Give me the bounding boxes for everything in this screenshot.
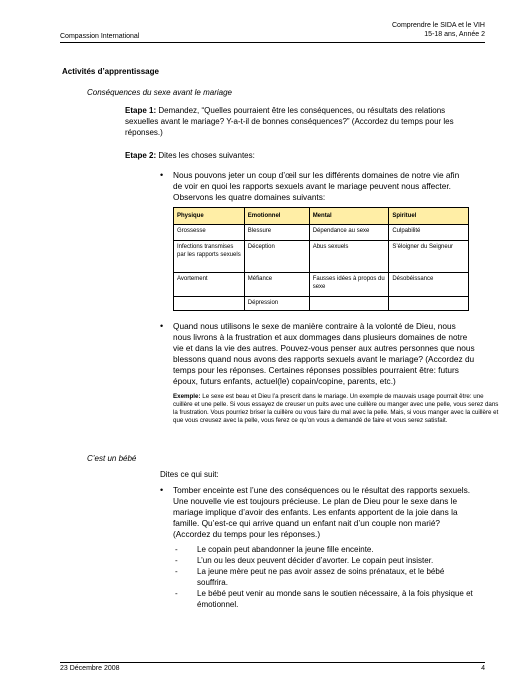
bullet3-line: Une nouvelle vie est toujours précieuse. Le plan de Dieu pour le sexe dans le bbox=[173, 496, 458, 506]
section-title: Activités d’apprentissage bbox=[62, 67, 159, 76]
table-cell: Désobéissance bbox=[389, 273, 469, 297]
header-course-title bbox=[392, 21, 485, 39]
step2-text: Dites les choses suivantes: bbox=[158, 151, 255, 160]
instruction-say: Dites ce qui suit: bbox=[160, 470, 219, 479]
list-item-line: souffrira. bbox=[197, 578, 228, 587]
step1-line bbox=[125, 105, 510, 116]
list-item bbox=[175, 544, 505, 555]
table-cell bbox=[174, 297, 245, 311]
table-header-cell: Physique bbox=[174, 208, 245, 225]
header-organization: Compassion International bbox=[60, 33, 140, 40]
footer-divider bbox=[60, 662, 485, 663]
table-header-cell: Mental bbox=[309, 208, 389, 225]
table-cell: Dépression bbox=[244, 297, 309, 311]
table-row bbox=[174, 225, 469, 241]
list-item-line: émotionnel. bbox=[197, 600, 239, 609]
list-item-text bbox=[197, 544, 374, 555]
table-cell bbox=[389, 297, 469, 311]
bullet2-line: temps pour les réponses. Certaines réponses possibles pourraient être: futurs bbox=[173, 365, 459, 375]
bullet2-line: Quand nous utilisons le sexe de manière contraire à la volonté de Dieu, nous bbox=[173, 321, 456, 331]
bullet-icon: • bbox=[160, 485, 164, 495]
bullet3-line: mariage implique d’avoir des enfants. Les enfants apportent de la joie dans la bbox=[173, 507, 458, 517]
table-cell: Culpabilité bbox=[389, 225, 469, 241]
step2-label: Etape 2: bbox=[125, 151, 157, 160]
table-row bbox=[174, 273, 469, 297]
list-item bbox=[175, 566, 505, 588]
list-item-line: Le bébé peut venir au monde sans le soutien nécessaire, à la fois physique et bbox=[197, 589, 473, 598]
bullet-icon: • bbox=[160, 321, 164, 331]
bullet3-line: (Accordez du temps pour les réponses.) bbox=[173, 529, 321, 539]
list-item-line: Le copain peut abandonner la jeune fille enceinte. bbox=[197, 545, 374, 554]
bullet2-line: époux, futurs enfants, actuel(le) copain/copine, parents, etc.) bbox=[173, 376, 396, 386]
list-item-text bbox=[197, 566, 444, 588]
table-header-row bbox=[174, 208, 469, 225]
table-row bbox=[174, 297, 469, 311]
step1-label: Etape 1: bbox=[125, 106, 157, 115]
list-item-line: La jeune mère peut ne pas avoir assez de soins prénataux, et le bébé bbox=[197, 567, 445, 576]
table-cell bbox=[309, 297, 389, 311]
table-cell: Blessure bbox=[244, 225, 309, 241]
list-item-text bbox=[197, 555, 433, 566]
dash-marker: - bbox=[175, 545, 178, 554]
bullet1-line: Nous pouvons jeter un coup d’œil sur les différents domaines de notre vie afin bbox=[173, 170, 460, 180]
step1-text: Demandez, “Quelles pourraient être les conséquences, ou résultats des relations bbox=[158, 106, 446, 115]
bullet3-line: famille. Qu’est-ce qui arrive quand un enfant nait d’un couple non marié? bbox=[173, 518, 441, 528]
bullet1-paragraph bbox=[173, 170, 508, 203]
bullet3-paragraph bbox=[173, 485, 508, 540]
table-header-cell: Emotionnel bbox=[244, 208, 309, 225]
table-cell: Infections transmises par les rapports sexuels bbox=[174, 241, 245, 273]
bullet2-paragraph bbox=[173, 321, 508, 387]
step1-line: sexuelles avant le mariage? Y-a-t-il de bonnes conséquences?” (Accordez du temps pour les bbox=[125, 117, 454, 126]
header-subtitle-line: 15-18 ans, Année 2 bbox=[424, 31, 485, 38]
step1-paragraph bbox=[125, 105, 510, 138]
example-text: Le sexe est beau et Dieu l’a prescrit dans le mariage. Un exemple de mauvais usage pourrait être: une cuillère et une pelle. Si vous essayez de creuser un puits avec une cuillère ou manger avec une pelle, vous serez dans la frustration. Vous pourriez briser la cuillère ou vous faire du mal avec la pelle. Mais, si vous manger avec la cuillère et que vous creusez avec la pelle, vous ferez ce qu’on vous a demandé de faire et vous serez satisfait. bbox=[173, 393, 499, 424]
list-item bbox=[175, 555, 505, 566]
subheading-consequences: Conséquences du sexe avant le mariage bbox=[87, 88, 232, 97]
table-header-cell: Spirituel bbox=[389, 208, 469, 225]
table-cell: Avortement bbox=[174, 273, 245, 297]
list-item bbox=[175, 588, 505, 610]
table-cell: S’éloigner du Seigneur bbox=[389, 241, 469, 273]
bullet3-line: Tomber enceinte est l’une des conséquences ou le résultat des rapports sexuels. bbox=[173, 485, 471, 495]
bullet1-line: de voir en quoi les rapports sexuels avant le mariage peuvent nous affecter. bbox=[173, 181, 451, 191]
table-row bbox=[174, 241, 469, 273]
header-divider bbox=[60, 42, 485, 43]
list-item-text bbox=[197, 588, 473, 610]
table-cell: Déception bbox=[244, 241, 309, 273]
bullet2-line: nous livrons à la frustration et aux dommages dans plusieurs domaines de notre bbox=[173, 332, 468, 342]
bullet-icon: • bbox=[160, 170, 164, 180]
dash-marker: - bbox=[175, 589, 178, 598]
table-cell: Grossesse bbox=[174, 225, 245, 241]
page-number: 4 bbox=[481, 665, 485, 672]
domains-table bbox=[173, 207, 469, 311]
footer-date: 23 Décembre 2008 bbox=[60, 665, 120, 672]
bullet2-line: vie et dans la vie des autres. Pouvez-vous penser aux autres personnes que nous bbox=[173, 343, 475, 353]
bullet2-line: blessons quand nous avons des rapports sexuels avant le mariage? (Accordez du bbox=[173, 354, 475, 364]
subheading-baby: C’est un bébé bbox=[87, 454, 137, 463]
dash-marker: - bbox=[175, 567, 178, 576]
consequence-list bbox=[175, 544, 505, 610]
dash-marker: - bbox=[175, 556, 178, 565]
table-cell: Dépendance au sexe bbox=[309, 225, 389, 241]
table-cell: Abus sexuels bbox=[309, 241, 389, 273]
bullet1-line: Observons les quatre domaines suivants: bbox=[173, 192, 326, 202]
example-label: Exemple: bbox=[173, 393, 201, 400]
example-paragraph bbox=[173, 393, 503, 425]
step1-line: réponses.) bbox=[125, 128, 163, 137]
list-item-line: L’un ou les deux peuvent décider d’avorter. Le copain peut insister. bbox=[197, 556, 434, 565]
table-cell: Fausses idées à propos du sexe bbox=[309, 273, 389, 297]
header-title-line: Comprendre le SIDA et le VIH bbox=[392, 22, 485, 29]
step2-paragraph bbox=[125, 150, 255, 161]
table-cell: Méfiance bbox=[244, 273, 309, 297]
